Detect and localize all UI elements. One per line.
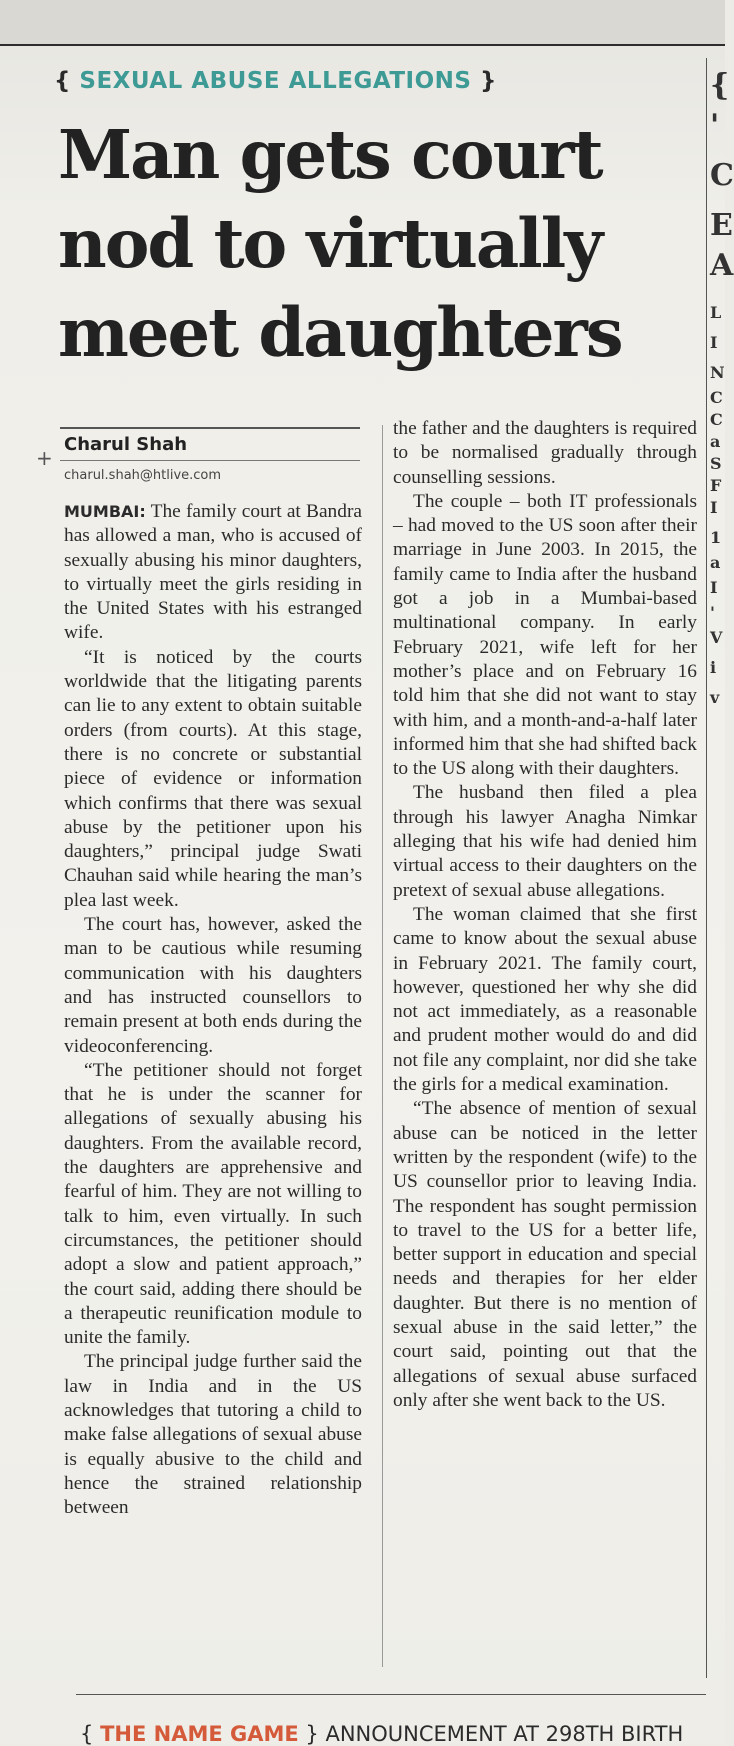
kicker-text: SEXUAL ABUSE ALLEGATIONS [79, 68, 472, 94]
adjacent-fragment-char: ' [710, 108, 720, 143]
next-open-brace: { [80, 1722, 94, 1746]
bottom-rule [76, 1694, 706, 1695]
adjacent-fragment-char: i [710, 658, 717, 677]
adjacent-fragment-char: S [710, 454, 722, 473]
byline-top-rule [60, 427, 360, 429]
paragraph-8: The husband then filed a plea through his lawyer Anagha Nimkar alleging that his wife had denied him virtual access to their daughters on the pretext of sexual abuse allegations. [393, 782, 697, 901]
byline-author: Charul Shah [64, 434, 188, 455]
adjacent-fragment-char: C [710, 388, 723, 407]
next-story-text: ANNOUNCEMENT AT 298TH BIRTH [325, 1722, 684, 1746]
adjacent-fragment-char: V [710, 628, 723, 647]
adjacent-fragment-char: C [710, 158, 734, 193]
adjacent-fragment-char: a [710, 432, 721, 451]
adjacent-column-fragment [708, 58, 734, 1678]
adjacent-fragment-char: C [710, 410, 723, 429]
adjacent-fragment-char: { [710, 68, 730, 103]
dateline: MUMBAI: [64, 502, 146, 521]
kicker-open-brace: { [54, 68, 71, 94]
section-kicker [54, 68, 497, 94]
paragraph-9: The woman claimed that she first came to know about the sexual abuse in February 2021. The family court, however, questioned her why she did not act immediately, as a reasonable and prudent mother would do and did not file any complaint, nor did she take the girls for a medical examination. [393, 903, 697, 1096]
paragraph-7: The couple – both IT professionals – had moved to the US soon after their marriage in June 2003. In 2015, the family came to India after the husband got a job in a Mumbai-based multinational company. In early February 2021, wife left for her mother’s place and on February 16 told him that she did not want to stay with him, and a month-and-a-half later informed him that she had shifted back to the US along with their daughters. [393, 490, 697, 780]
adjacent-fragment-char: v [710, 688, 720, 707]
adjacent-fragment-char: A [710, 248, 734, 283]
adjacent-fragment-char: F [710, 476, 722, 495]
adjacent-fragment-char: N [710, 363, 725, 382]
adjacent-fragment-char: I [710, 498, 718, 517]
adjacent-fragment-char: I [710, 578, 718, 597]
paragraph-10: “The absence of mention of sexual abuse can be noticed in the letter written by the respondent (wife) to the US counsellor prior to leaving India. The respondent has sought permission to travel to the US for a better life, better support in education and special needs and therapies for her elder daughter. But there is no mention of sexual abuse in the said letter,” the court said, pointing out that the allegations of sexual abuse surfaced only after she went back to the US. [393, 1098, 697, 1411]
next-story-headline [80, 1722, 683, 1746]
adjacent-fragment-char: 1 [710, 528, 722, 547]
next-story-kicker: THE NAME GAME [100, 1722, 299, 1746]
paragraph-2: “It is noticed by the courts worldwide that the litigating parents can lie to any extent to obtain suitable orders (from courts). At this stage, there is no concrete or substantial piece of evidence or information which confirms that there was sexual abuse by the petitioner upon his daughters,” principal judge Swati Chauhan said while hearing the man’s plea last week. [64, 646, 362, 911]
paragraph-3: The court has, however, asked the man to be cautious while resuming communication with his daughters and has instructed counsellors to remain present at both ends during the videoconferencing. [64, 914, 362, 1057]
previous-story-strip [0, 0, 725, 46]
paragraph-5: The principal judge further said the law in India and in the US acknowledges that tutoring a child to make false allegations of sexual abuse is equally abusive to the child and hence the strained relationship between [64, 1351, 362, 1519]
byline-email: charul.shah@htlive.com [64, 468, 222, 483]
adjacent-fragment-char: L [710, 303, 722, 322]
adjacent-fragment-char: E [710, 208, 733, 243]
article-column-2 [393, 417, 697, 1413]
headline: Man gets court nod to virtually meet daughters [58, 115, 622, 372]
paragraph-6: the father and the daughters is required to be normalised gradually through counselling sessions. [393, 418, 697, 488]
adjacent-fragment-char: a [710, 553, 721, 572]
paragraph-1-text: The family court at Bandra has allowed a man, who is accused of sexually abusing his minor daughters, to virtually meet the girls residing in the United States with his estranged wife. [64, 501, 363, 644]
adjacent-column-rule [706, 58, 707, 1678]
article-column-1 [64, 500, 362, 1520]
next-close-brace: } [305, 1722, 319, 1746]
kicker-close-brace: } [479, 68, 497, 94]
adjacent-fragment-char: ' [710, 603, 715, 622]
paragraph-1 [64, 500, 362, 646]
adjacent-fragment-char: I [710, 333, 718, 352]
column-divider [382, 425, 383, 1667]
byline-bottom-rule [60, 460, 360, 461]
crosshair-mark: + [36, 446, 53, 470]
paragraph-4: “The petitioner should not forget that he is under the scanner for allegations of sexually abusing his daughters. From the available record, the daughters are apprehensive and fearful of him. They are not willing to talk to him, even virtually. In such circumstances, the petitioner should adopt a slow and patient approach,” the court said, adding there should be a therapeutic reunification module to unite the family. [64, 1059, 362, 1349]
